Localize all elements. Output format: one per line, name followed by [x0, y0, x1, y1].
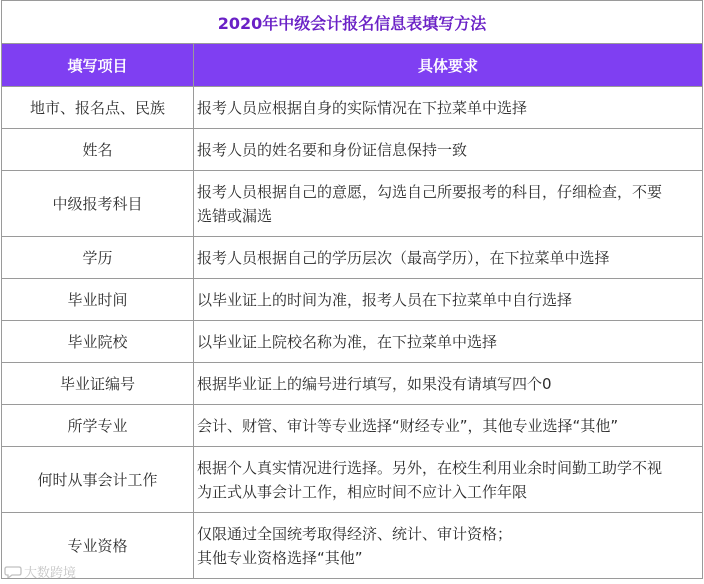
requirement-line: 以毕业证上的时间为准，报考人员在下拉菜单中自行选择 — [197, 290, 573, 309]
item-cell: 专业资格 — [2, 513, 194, 579]
requirement-cell — [194, 321, 703, 363]
requirement-cell — [194, 129, 703, 171]
watermark-text: 大数跨境 — [24, 566, 77, 581]
table-row — [2, 237, 703, 279]
header-item: 填写项目 — [2, 44, 194, 87]
requirement-line: 为正式从事会计工作，相应时间不应计入工作年限 — [197, 482, 528, 501]
requirement-cell — [194, 405, 703, 447]
table-row — [2, 279, 703, 321]
requirement-line: 报考人员根据自己的学历层次（最高学历），在下拉菜单中选择 — [197, 248, 610, 267]
requirement-line: 以毕业证上院校名称为准，在下拉菜单中选择 — [197, 332, 498, 351]
table-body — [2, 87, 703, 579]
requirement-line: 报考人员根据自己的意愿，勾选自己所要报考的科目，仔细检查，不要 — [197, 182, 663, 201]
item-cell: 中级报考科目 — [2, 171, 194, 237]
requirement-cell — [194, 513, 703, 579]
requirement-cell — [194, 171, 703, 237]
requirement-cell — [194, 363, 703, 405]
item-cell: 何时从事会计工作 — [2, 447, 194, 513]
item-cell: 所学专业 — [2, 405, 194, 447]
requirement-cell — [194, 87, 703, 129]
requirement-cell — [194, 279, 703, 321]
table-title: 2020年中级会计报名信息表填写方法 — [2, 1, 703, 44]
item-cell: 地市、报名点、民族 — [2, 87, 194, 129]
requirement-line: 根据毕业证上的编号进行填写，如果没有请填写四个0 — [197, 374, 552, 393]
requirement-line: 其他专业资格选择“其他” — [197, 548, 363, 567]
requirement-line: 选错或漏选 — [197, 206, 273, 225]
item-cell: 毕业时间 — [2, 279, 194, 321]
requirement-line: 仅限通过全国统考取得经济、统计、审计资格； — [197, 524, 513, 543]
requirement-line: 报考人员应根据自身的实际情况在下拉菜单中选择 — [197, 98, 528, 117]
requirement-line: 会计、财管、审计等专业选择“财经专业”，其他专业选择“其他” — [197, 416, 619, 435]
requirement-line: 根据个人真实情况进行选择。另外，在校生利用业余时间勤工助学不视 — [197, 458, 663, 477]
table-row — [2, 87, 703, 129]
item-cell: 毕业证编号 — [2, 363, 194, 405]
item-cell: 毕业院校 — [2, 321, 194, 363]
table-row — [2, 171, 703, 237]
requirement-cell — [194, 237, 703, 279]
table-row — [2, 321, 703, 363]
item-cell: 学历 — [2, 237, 194, 279]
registration-info-table — [1, 0, 703, 579]
header-requirement: 具体要求 — [194, 44, 703, 87]
requirement-cell — [194, 447, 703, 513]
table-header-row — [2, 44, 703, 87]
table-row — [2, 405, 703, 447]
table-row — [2, 129, 703, 171]
table-row — [2, 447, 703, 513]
item-cell: 姓名 — [2, 129, 194, 171]
requirement-line: 报考人员的姓名要和身份证信息保持一致 — [197, 140, 468, 159]
table-row — [2, 363, 703, 405]
table-row — [2, 513, 703, 579]
table-title-row — [2, 1, 703, 44]
